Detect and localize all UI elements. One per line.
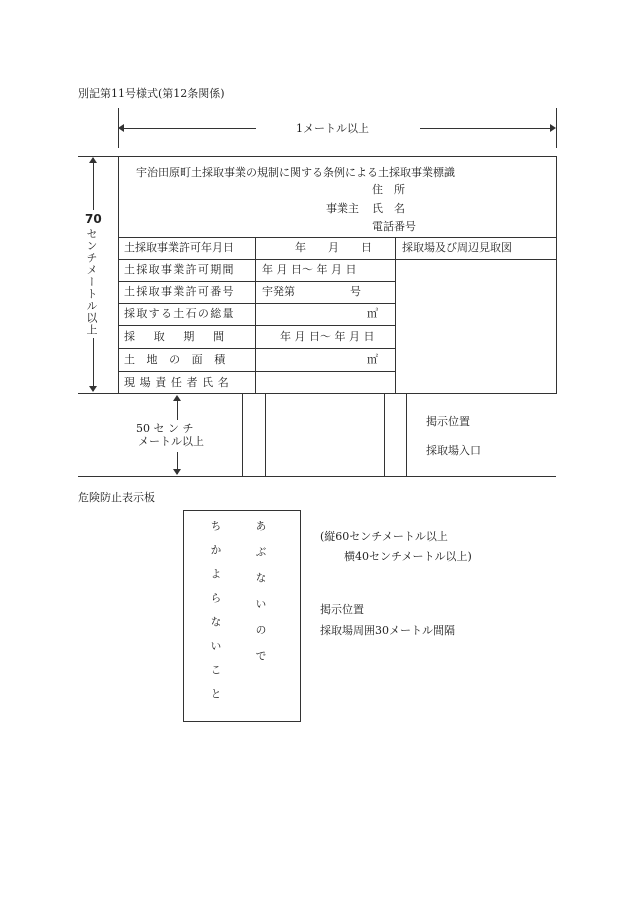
table-row-rule (118, 348, 395, 349)
width-dim-line-left (120, 128, 256, 129)
name-label: 氏 名 (372, 202, 405, 215)
post-left-outer (242, 394, 243, 476)
danger-position-label: 掲示位置 (320, 603, 364, 616)
height-dim-tick-bottom (78, 393, 118, 394)
danger-board-line-2: ちかよらないこと (209, 520, 222, 712)
arrow-down-icon (173, 469, 181, 475)
width-dim-tick-right (556, 108, 557, 148)
danger-board-size-2: 横40センチメートル以上) (344, 550, 472, 563)
post-height-label-2: メートル以上 (138, 435, 204, 448)
table-row-rule (118, 281, 395, 282)
table-row-value: 年 月 日 (295, 241, 372, 254)
address-label: 住 所 (372, 183, 405, 196)
sign-title: 宇治田原町土採取事業の規制に関する条例による土採取事業標識 (136, 166, 455, 179)
height-dim-tick-top (78, 156, 118, 157)
height-dim-line-top (93, 158, 94, 210)
danger-board-title: 危険防止表示板 (78, 491, 155, 504)
post-right-outer (406, 394, 407, 476)
height-dim-unit: センチメートル以上 (85, 228, 98, 336)
table-row-label: 現場責任者氏名 (124, 376, 234, 389)
post-position-value: 採取場入口 (426, 444, 481, 457)
table-row-label: 土採取事業許可年月日 (124, 241, 234, 254)
post-position-label: 掲示位置 (426, 415, 470, 428)
table-row-value: ㎡ (367, 353, 378, 366)
table-row-value: 年 月 日～ 年 月 日 (280, 330, 375, 343)
phone-label: 電話番号 (372, 220, 416, 233)
arrow-left-icon (118, 124, 124, 132)
table-row-label: 採取する土石の総量 (124, 307, 235, 320)
table-top-rule (118, 237, 557, 238)
table-row-label: 土採取事業許可期間 (124, 263, 235, 276)
table-row-rule (118, 259, 557, 260)
table-row-value: 年 月 日～ 年 月 日 (262, 263, 357, 276)
table-row-label: 土地の面積 (124, 353, 237, 366)
table-row-rule (118, 303, 395, 304)
map-label: 採取場及び周辺見取図 (402, 241, 512, 254)
ground-line (78, 476, 556, 477)
post-right-inner (384, 394, 385, 476)
arrow-up-icon (89, 157, 97, 163)
height-dim-line-bottom (93, 338, 94, 391)
table-col-divider-2 (395, 237, 396, 394)
width-dim-label: 1メートル以上 (296, 122, 369, 135)
business-owner-label: 事業主 (326, 202, 359, 215)
form-title: 別記第11号様式(第12条関係) (78, 87, 225, 100)
table-row-rule (118, 371, 395, 372)
height-dim-number: 70 (85, 212, 102, 226)
table-row-rule (118, 325, 395, 326)
table-row-label: 採取期間 (124, 330, 243, 343)
arrow-right-icon (550, 124, 556, 132)
table-row-value: 宇発第 号 (262, 285, 361, 298)
table-row-value: ㎥ (367, 307, 378, 320)
danger-position-value: 採取場周囲30メートル間隔 (320, 624, 455, 637)
post-height-label: 50 セ ン チ (136, 422, 194, 435)
width-dim-line-right (420, 128, 554, 129)
post-left-inner (265, 394, 266, 476)
table-row-label: 土採取事業許可番号 (124, 285, 235, 298)
post-dim-line-top (177, 398, 178, 420)
danger-board-size-1: (縦60センチメートル以上 (320, 530, 448, 543)
arrow-down-icon (89, 386, 97, 392)
arrow-up-icon (173, 395, 181, 401)
danger-board (183, 510, 301, 722)
danger-board-line-1: あぶないので (254, 520, 267, 676)
